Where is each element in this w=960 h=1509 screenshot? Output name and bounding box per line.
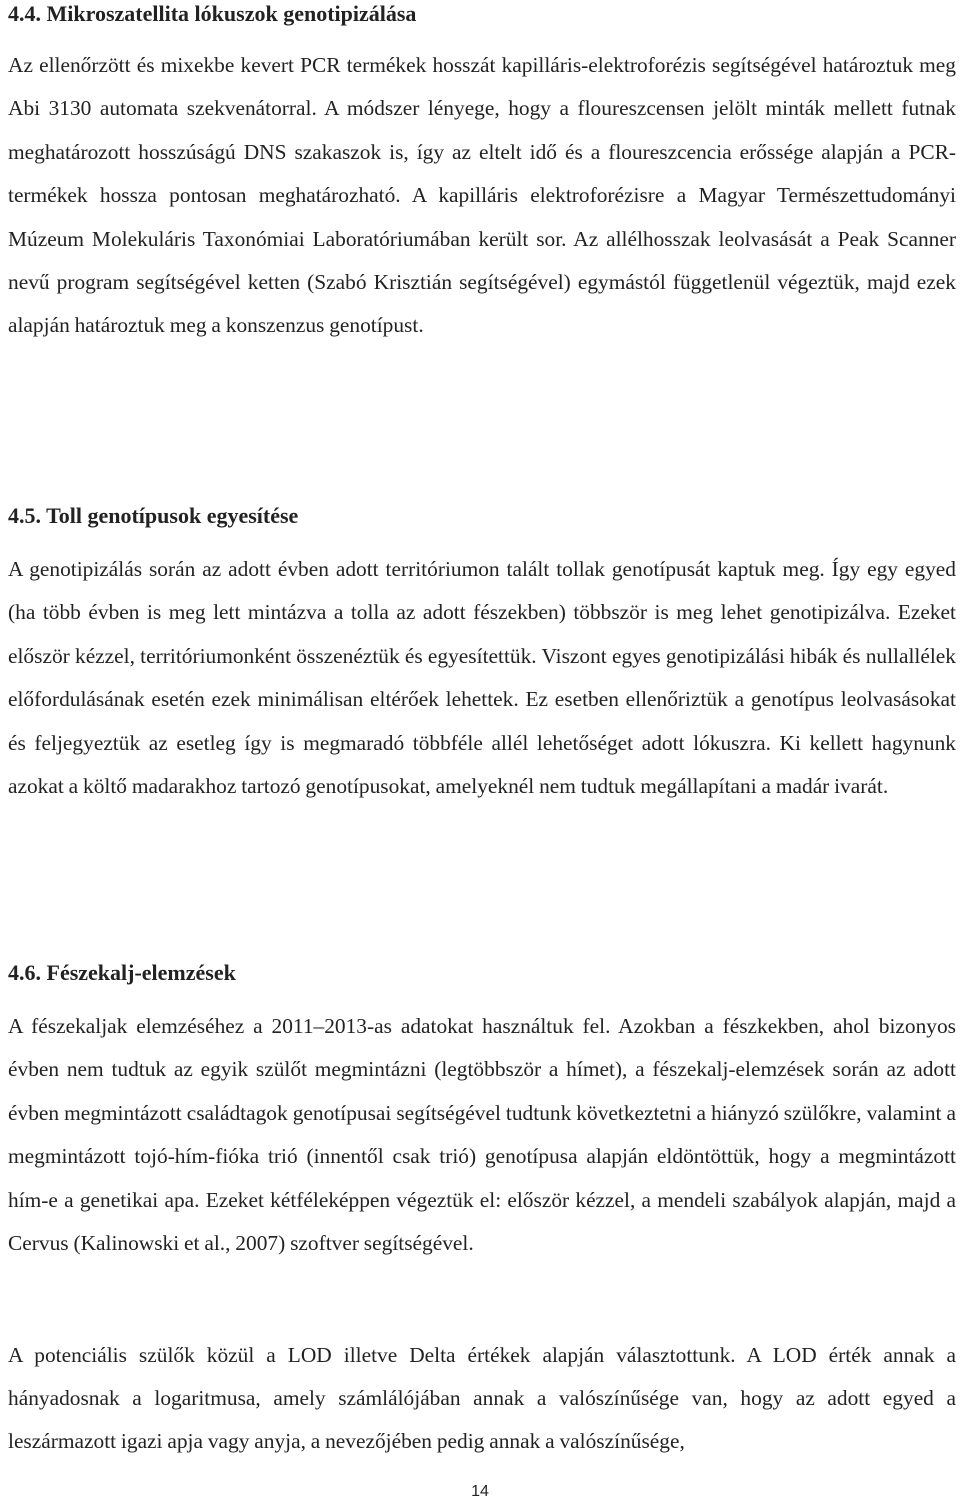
section-paragraph-4-5: A genotipizálás során az adott évben adott territóriumon talált tollak genotípusát kaptuk meg. Így egy egyed (ha több évben is meg lett mintázva a tolla az adott fészekben) többször is meg lehet genotipizálva. Ezeket először kézzel, territóriumonként összenéztük és egyesítettük. Viszont egyes genotipizálási hibák és nullallélek előfordulásának esetén ezek minimálisan eltérőek lehettek. Ez esetben ellenőriztük a genotípus leolvasásokat és feljegyeztük az esetleg így is megmaradó többféle allél lehetőséget adott lókuszra. Ki kellett hagynunk azokat a költő madarakhoz tartozó genotípusokat, amelyeknél nem tudtuk megállapítani a madár ivarát. (8, 557, 956, 799)
section-heading-4-5: 4.5. Toll genotípusok egyesítése (8, 503, 299, 528)
section-paragraph-4-4: Az ellenőrzött és mixekbe kevert PCR termékek hosszát kapilláris-elektroforézis segítségével határoztuk meg Abi 3130 automata szekvenátorral. A módszer lényege, hogy a floureszcensen jelölt minták mellett futnak meghatározott hosszúságú DNS szakaszok is, így az eltelt idő és a floureszcencia erőssége alapján a PCR-termékek hossza pontosan meghatározható. A kapilláris elektroforézisre a Magyar Természettudományi Múzeum Molekuláris Taxonómiai Laboratóriumában került sor. Az allélhosszak leolvasását a Peak Scanner nevű program segítségével ketten (Szabó Krisztián segítségével) egymástól függetlenül végeztük, majd ezek alapján határoztuk meg a konszenzus genotípust. (8, 53, 956, 338)
section-heading-4-4: 4.4. Mikroszatellita lókuszok genotipizálása (8, 1, 417, 26)
section-paragraph-4-6-b: A potenciális szülők közül a LOD illetve Delta értékek alapján választottunk. A LOD érték annak a hányadosnak a logaritmusa, amely számlálójában annak a valószínűsége van, hogy az adott egyed a leszármazott igazi apja vagy anyja, a nevezőjében pedig annak a valószínűsége, (8, 1343, 956, 1453)
section-heading-4-6: 4.6. Fészekalj-elemzések (8, 960, 236, 985)
page-number: 14 (471, 1483, 489, 1500)
section-paragraph-4-6-a: A fészekaljak elemzéséhez a 2011–2013-as adatokat használtuk fel. Azokban a fészkekben, ahol bizonyos évben nem tudtuk az egyik szülőt megmintázni (legtöbbször a hímet), a fészekalj-elemzések során az adott évben megmintázott családtagok genotípusai segítségével tudtunk következtetni a hiányzó szülőkre, valamint a megmintázott tojó-hím-fióka trió (innentől csak trió) genotípusa alapján eldöntöttük, hogy a megmintázott hím-e a genetikai apa. Ezeket kétféleképpen végeztük el: először kézzel, a mendeli szabályok alapján, majd a Cervus (Kalinowski et al., 2007) szoftver segítségével. (8, 1014, 956, 1256)
